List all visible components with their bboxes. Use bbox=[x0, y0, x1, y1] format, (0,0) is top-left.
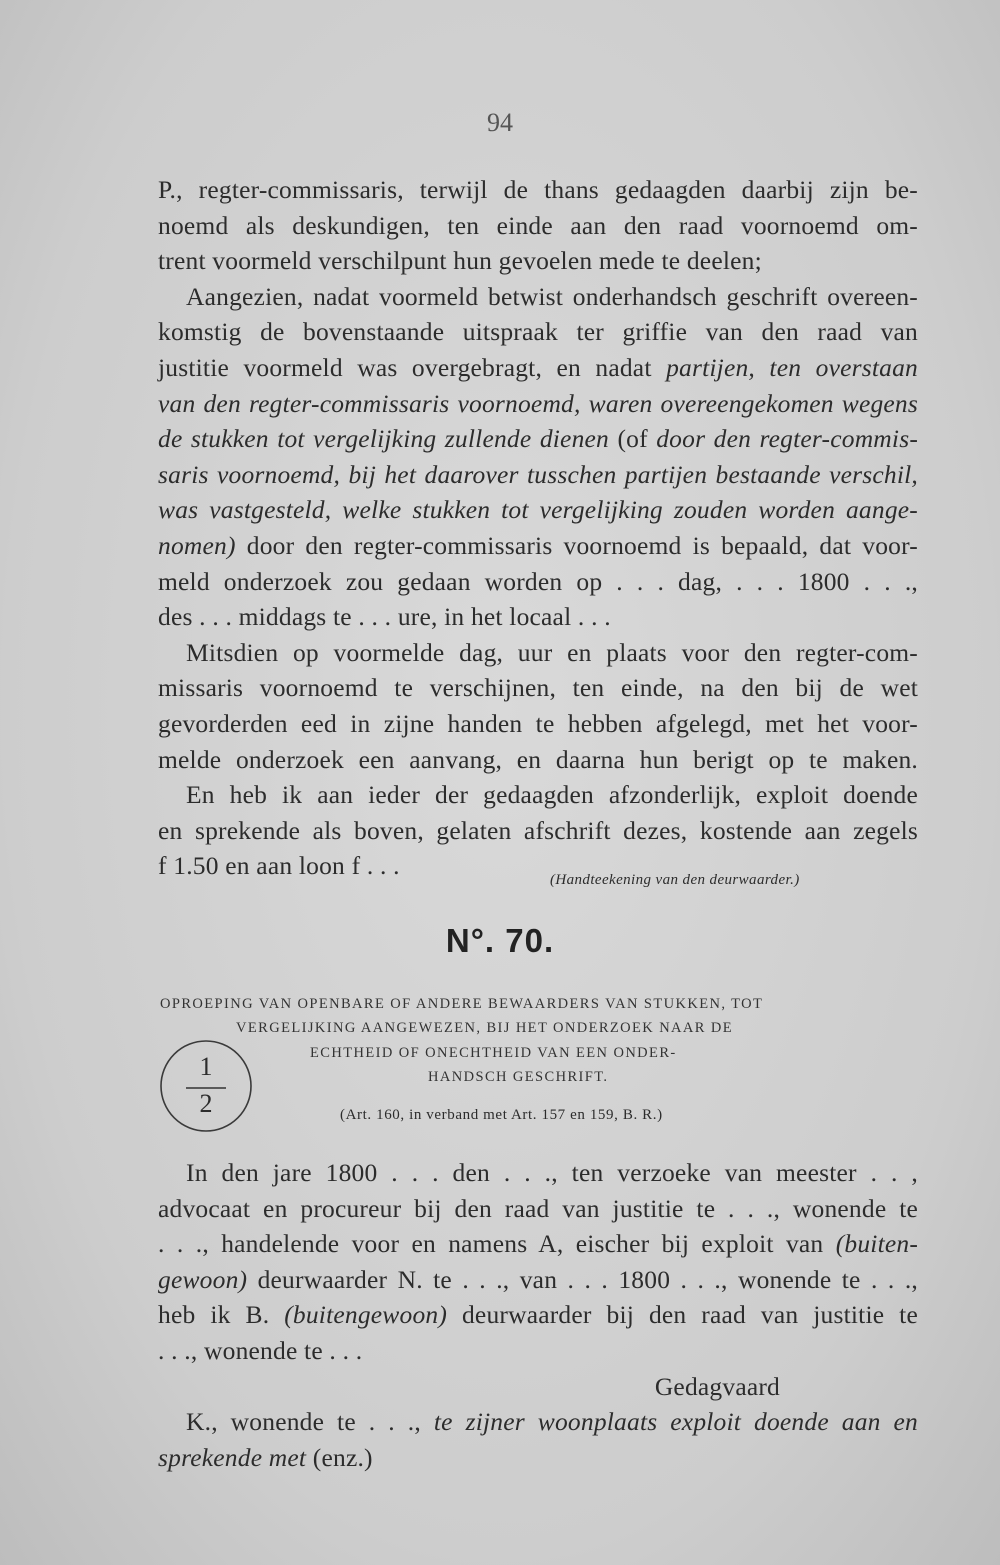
text-run: heb ik B. bbox=[158, 1300, 270, 1330]
text-line: noemd als deskundigen, ten einde aan den raad voornoemd om- bbox=[158, 210, 918, 240]
page-number: 94 bbox=[487, 108, 513, 137]
italic-text: partijen, ten overstaan bbox=[666, 352, 918, 382]
text-line: En heb ik aan ieder der gedaagden afzonderlijk, exploit doende bbox=[186, 780, 918, 810]
document-number: N°. 70. bbox=[445, 922, 555, 959]
text-line bbox=[158, 1440, 918, 1476]
text-line: P., regter-commissaris, terwijl de thans gedaagden daarbij zijn be- bbox=[158, 175, 918, 204]
body-text-lower bbox=[158, 1155, 918, 1475]
italic-text: de stukken tot vergelijking zullende dienen bbox=[158, 424, 609, 454]
italic-text: door den regter-commis- bbox=[656, 424, 919, 454]
text-line: komstig de bovenstaande uitspraak ter griffie van den raad van bbox=[158, 317, 918, 347]
signature-note: (Handteekening van den deurwaarder.) bbox=[550, 872, 800, 888]
text-line: advocaat en procureur bij den raad van justitie te . . ., wonende te bbox=[158, 1193, 918, 1223]
stamp-fraction bbox=[158, 1036, 258, 1136]
italic-text: (buiten- bbox=[835, 1229, 919, 1259]
section-heading-line: HANDSCH GESCHRIFT. bbox=[428, 1069, 609, 1085]
text-run: deurwaarder bij den raad van justitie te bbox=[461, 1300, 918, 1330]
text-line: en sprekende als boven, gelaten afschrift dezes, kostende aan zegels bbox=[158, 815, 918, 845]
italic-text: gewoon) bbox=[158, 1264, 248, 1294]
text-line: missaris voornoemd te verschijnen, ten einde, na den bij de wet bbox=[158, 673, 918, 703]
text-line: melde onderzoek een aanvang, en daarna hun berigt op te maken. bbox=[158, 744, 918, 774]
italic-text-line: was vastgesteld, welke stukken tot vergelijking zouden worden aange- bbox=[158, 495, 918, 525]
text-line bbox=[158, 1226, 918, 1262]
italic-text: te zijner woonplaats exploit doende aan en bbox=[433, 1407, 918, 1437]
text-line: Aangezien, nadat voormeld betwist onderhandsch geschrift overeen- bbox=[186, 281, 918, 311]
stamp-circle-icon bbox=[158, 1036, 258, 1136]
text-run: deurwaarder N. te . . ., van . . . 1800 . . ., wonende te . . ., bbox=[257, 1264, 918, 1294]
text-run: door den regter-commissaris voornoemd is bepaald, dat voor- bbox=[246, 530, 918, 560]
text-line bbox=[158, 1297, 918, 1333]
text-line: . . ., wonende te . . . bbox=[158, 1335, 363, 1365]
section-heading-line: OPROEPING VAN OPENBARE OF ANDERE BEWAARDERS VAN STUKKEN, TOT bbox=[160, 996, 764, 1012]
text-line: gevorderden eed in zijne handen te hebben afgelegd, met het voor- bbox=[158, 708, 918, 738]
text-run: (enz.) bbox=[312, 1442, 373, 1472]
text-run: K., wonende te . . ., bbox=[186, 1407, 421, 1437]
text-line: meld onderzoek zou gedaan worden op . . . dag, . . . 1800 . . ., bbox=[158, 566, 918, 596]
text-run: (of bbox=[617, 424, 648, 454]
text-line bbox=[158, 1262, 918, 1298]
text-line bbox=[158, 421, 918, 457]
section-heading-line: VERGELIJKING AANGEWEZEN, BIJ HET ONDERZOEK NAAR DE bbox=[236, 1020, 734, 1036]
body-text-upper bbox=[158, 172, 918, 884]
fraction-denominator: 2 bbox=[199, 1089, 213, 1118]
italic-text: sprekende met bbox=[158, 1442, 307, 1472]
italic-text: (buitengewoon) bbox=[284, 1300, 448, 1330]
text-run: . . ., handelende voor en namens A, eischer bij exploit van bbox=[158, 1229, 824, 1259]
text-line: trent voormeld verschilpunt hun gevoelen mede te deelen; bbox=[158, 246, 762, 276]
section-heading-line: ECHTHEID OF ONECHTHEID VAN EEN ONDER- bbox=[310, 1045, 677, 1061]
text-line bbox=[158, 528, 918, 564]
italic-text-line: saris voornoemd, bij het daarover tusschen partijen bestaande verschil, bbox=[158, 459, 918, 489]
text-line: des . . . middags te . . . ure, in het locaal . . . bbox=[158, 602, 611, 632]
text-line-gedagvaard: Gedagvaard bbox=[654, 1371, 780, 1401]
text-line: In den jare 1800 . . . den . . ., ten verzoeke van meester . . , bbox=[186, 1158, 918, 1187]
text-line bbox=[158, 350, 918, 386]
text-line: f 1.50 en aan loon f . . . bbox=[158, 851, 400, 881]
italic-text: nomen) bbox=[158, 530, 236, 560]
fraction-numerator: 1 bbox=[199, 1052, 213, 1081]
italic-text-line: van den regter-commissaris voornoemd, waren overeengekomen wegens bbox=[158, 388, 918, 418]
text-line bbox=[158, 1404, 918, 1440]
text-line: Mitsdien op voormelde dag, uur en plaats voor den regter-com- bbox=[186, 637, 918, 667]
text-run: justitie voormeld was overgebragt, en nadat bbox=[158, 352, 652, 382]
article-reference: (Art. 160, in verband met Art. 157 en 159, B. R.) bbox=[340, 1107, 663, 1123]
